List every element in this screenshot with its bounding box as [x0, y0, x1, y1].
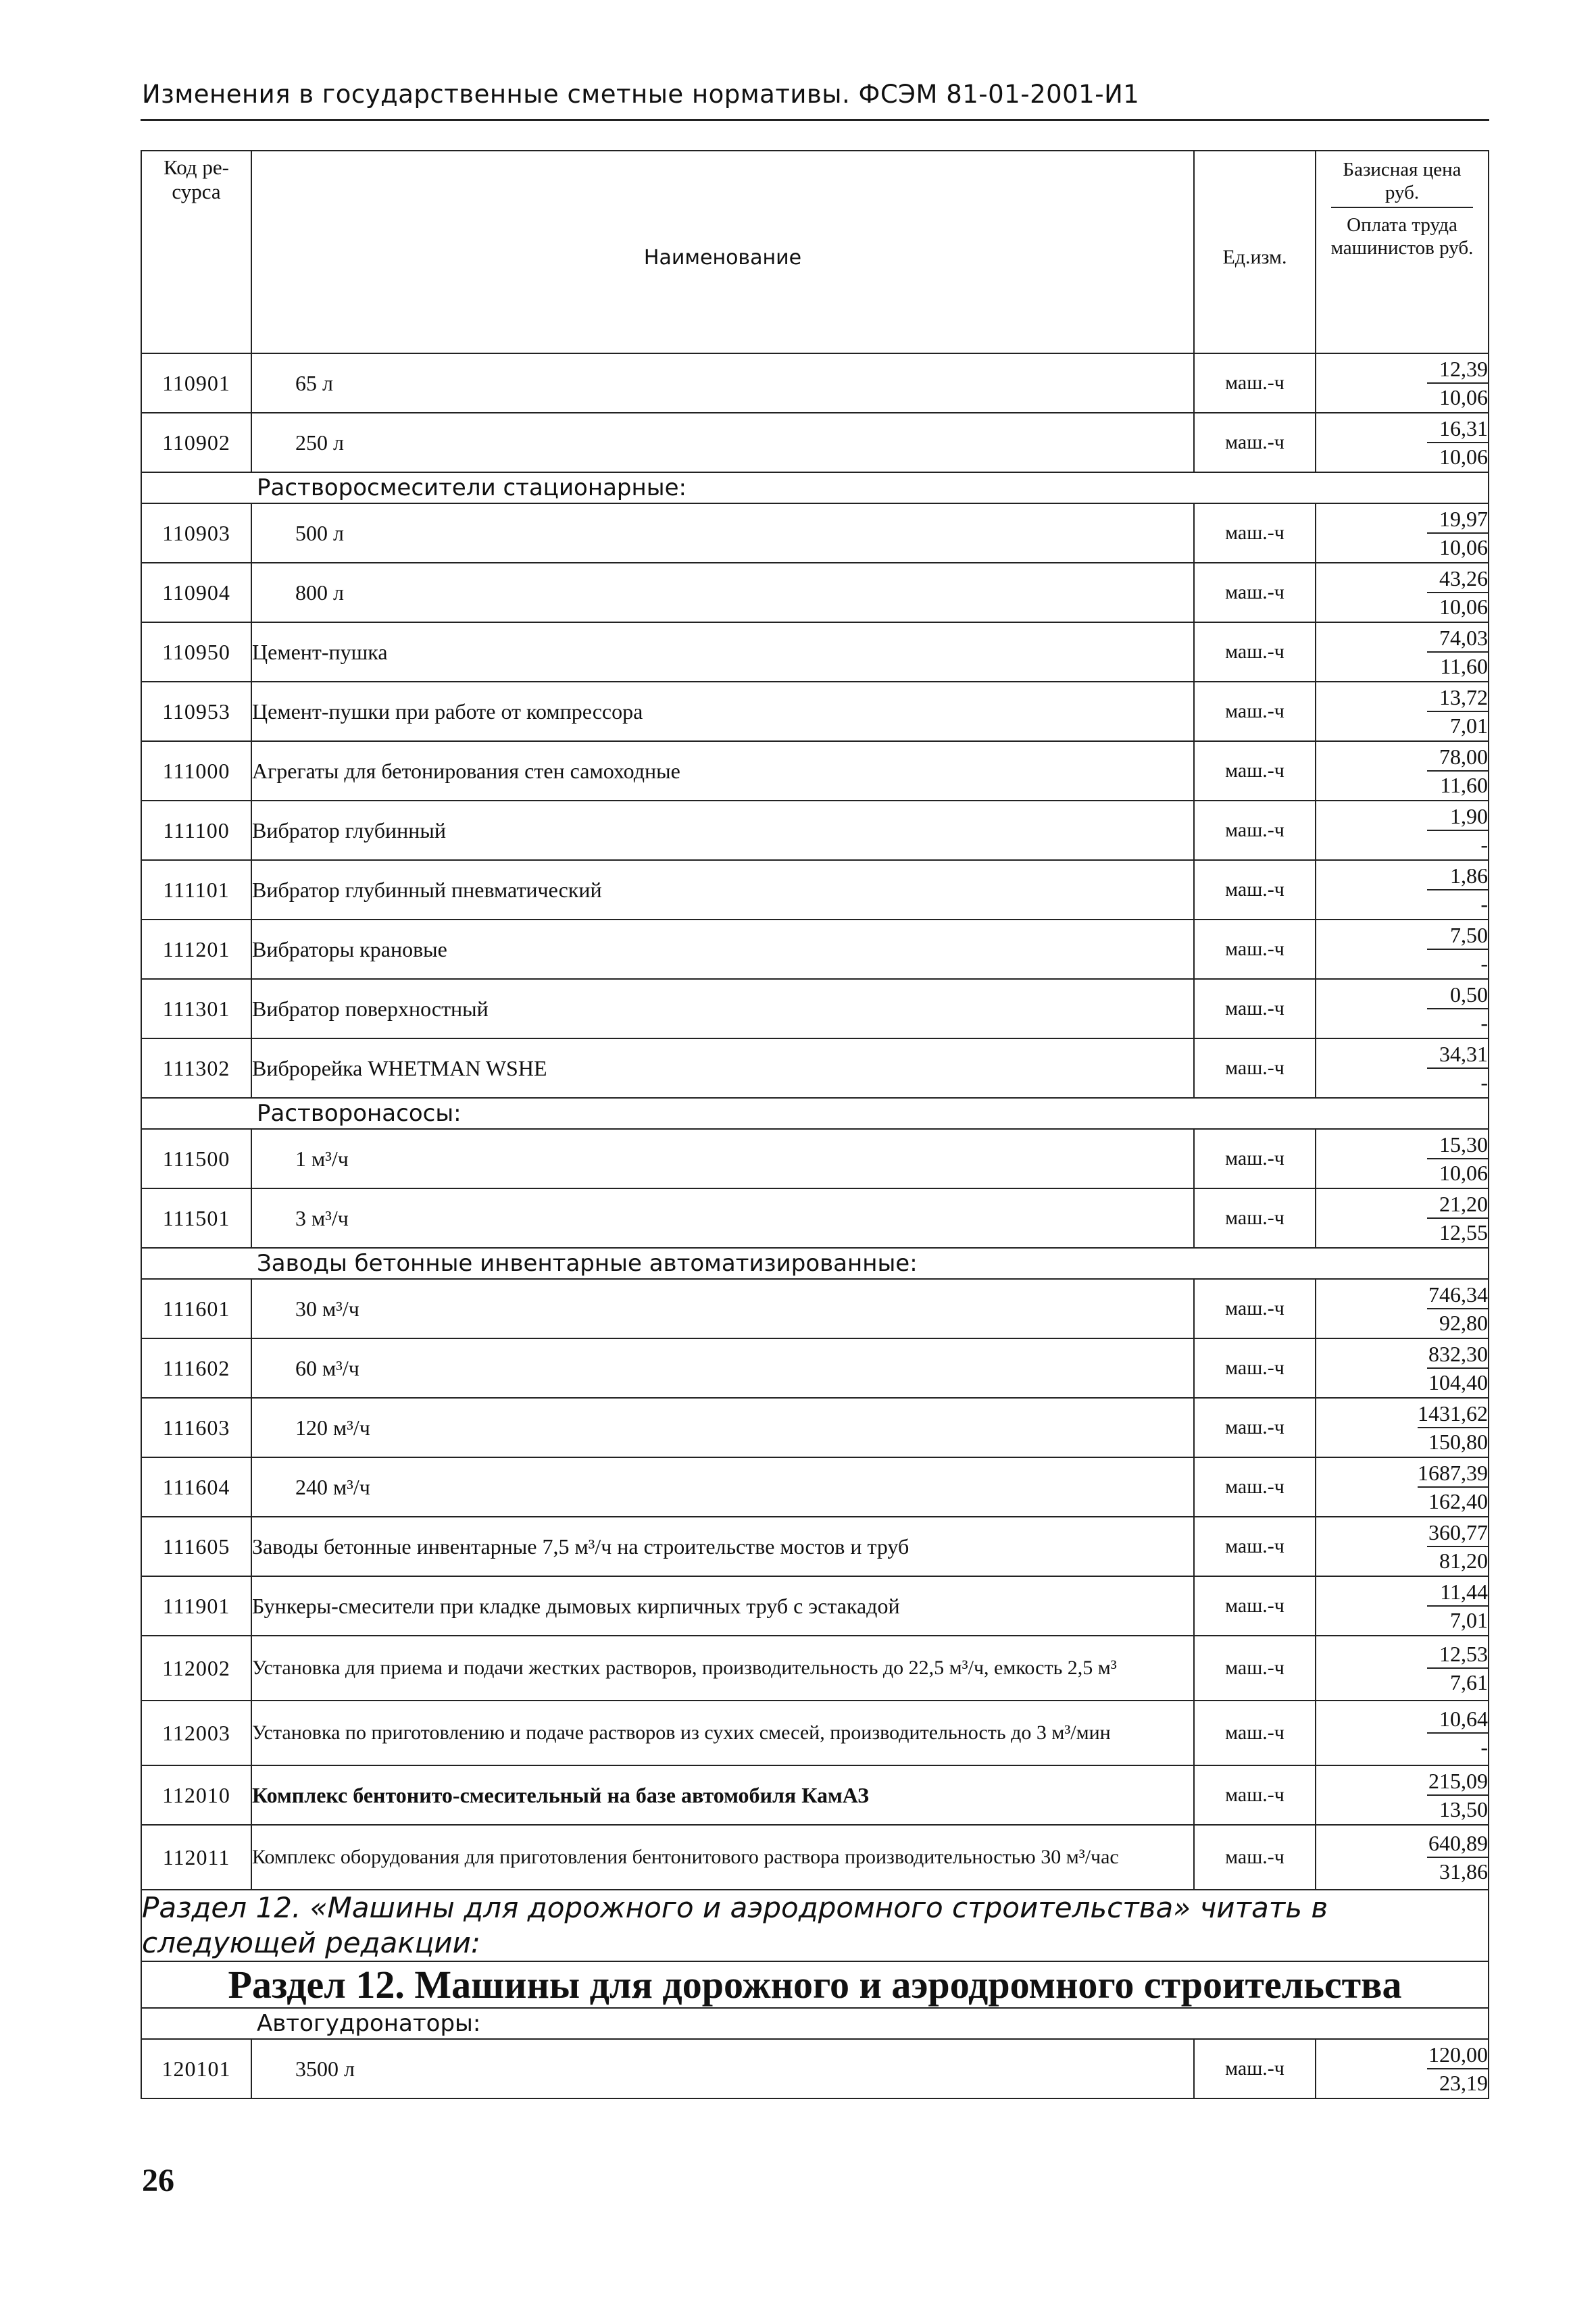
base-price: 78,00: [1427, 743, 1488, 772]
base-price: 120,00: [1427, 2041, 1488, 2069]
price-cell: [1316, 1576, 1489, 1636]
resource-code: 111101: [141, 860, 251, 920]
price-cell: [1316, 1765, 1489, 1825]
labor-cost: 11,60: [1440, 773, 1488, 797]
unit-cell: маш.-ч: [1194, 563, 1316, 622]
unit-cell: маш.-ч: [1194, 622, 1316, 682]
table-row: [141, 1576, 1489, 1636]
resource-code: 110903: [141, 503, 251, 563]
base-price: 15,30: [1427, 1131, 1488, 1159]
resource-name: 240 м³/ч: [251, 1457, 1194, 1517]
resource-code: 111500: [141, 1129, 251, 1188]
price-cell: [1316, 1825, 1489, 1890]
table-row: [141, 1457, 1489, 1517]
labor-cost: 162,40: [1428, 1489, 1488, 1513]
unit-cell: маш.-ч: [1194, 920, 1316, 979]
table-row: [141, 1825, 1489, 1890]
resource-name: Цемент-пушки при работе от компрессора: [251, 682, 1194, 741]
group-row: [141, 2008, 1489, 2039]
resource-code: 111301: [141, 979, 251, 1038]
header-rule: [141, 119, 1489, 121]
price-cell: [1316, 563, 1489, 622]
header-name: Наименование: [251, 151, 1194, 353]
unit-cell: маш.-ч: [1194, 413, 1316, 472]
resource-code: 111603: [141, 1398, 251, 1457]
price-cell: [1316, 741, 1489, 801]
resource-name: Заводы бетонные инвентарные 7,5 м³/ч на строительстве мостов и труб: [251, 1517, 1194, 1576]
labor-cost: 11,60: [1440, 654, 1488, 678]
price-cell: [1316, 353, 1489, 413]
labor-cost: -: [1480, 1735, 1488, 1759]
labor-cost: 104,40: [1428, 1370, 1488, 1394]
table-row: [141, 1188, 1489, 1248]
resource-name: 30 м³/ч: [251, 1279, 1194, 1338]
resource-name: Комплекс оборудования для приготовления бентонитового раствора производительностью 30 м³/час: [251, 1825, 1194, 1890]
resource-code: 111604: [141, 1457, 251, 1517]
unit-cell: маш.-ч: [1194, 1038, 1316, 1098]
labor-cost: -: [1480, 951, 1488, 976]
price-cell: [1316, 1517, 1489, 1576]
resource-code: 110904: [141, 563, 251, 622]
resource-table: [141, 150, 1489, 2099]
price-cell: [1316, 920, 1489, 979]
table-row: [141, 353, 1489, 413]
table-row: [141, 1398, 1489, 1457]
table-row: [141, 2039, 1489, 2098]
resource-code: 111602: [141, 1338, 251, 1398]
price-cell: [1316, 682, 1489, 741]
unit-cell: маш.-ч: [1194, 801, 1316, 860]
table-row: [141, 622, 1489, 682]
labor-cost: 12,55: [1439, 1220, 1488, 1244]
resource-name: Вибратор глубинный: [251, 801, 1194, 860]
resource-name: Бункеры-смесители при кладке дымовых кирпичных труб с эстакадой: [251, 1576, 1194, 1636]
resource-code: 110901: [141, 353, 251, 413]
table-row: [141, 801, 1489, 860]
table-row: [141, 741, 1489, 801]
resource-code: 111605: [141, 1517, 251, 1576]
base-price: 0,50: [1427, 981, 1488, 1009]
table-row: [141, 1279, 1489, 1338]
labor-cost: 10,06: [1439, 1161, 1488, 1185]
labor-cost: 150,80: [1428, 1430, 1488, 1454]
unit-cell: маш.-ч: [1194, 503, 1316, 563]
resource-name: Установка по приготовлению и подаче растворов из сухих смесей, производительность до 3 м³/мин: [251, 1701, 1194, 1765]
resource-name: 250 л: [251, 413, 1194, 472]
header-unit: Ед.изм.: [1194, 151, 1316, 353]
resource-name: 500 л: [251, 503, 1194, 563]
labor-cost: -: [1480, 1011, 1488, 1035]
base-price: 10,64: [1427, 1705, 1488, 1734]
price-cell: [1316, 1188, 1489, 1248]
base-price: 640,89: [1427, 1830, 1488, 1858]
resource-code: 111601: [141, 1279, 251, 1338]
unit-cell: маш.-ч: [1194, 682, 1316, 741]
unit-cell: маш.-ч: [1194, 353, 1316, 413]
table-row: [141, 1038, 1489, 1098]
group-label: Автогудронаторы:: [141, 2008, 1489, 2039]
section-title: Раздел 12. Машины для дорожного и аэродромного строительства: [141, 1961, 1489, 2008]
base-price: 1431,62: [1418, 1400, 1488, 1428]
unit-cell: маш.-ч: [1194, 1398, 1316, 1457]
table-row: [141, 1765, 1489, 1825]
resource-code: 111901: [141, 1576, 251, 1636]
unit-cell: маш.-ч: [1194, 1338, 1316, 1398]
unit-cell: маш.-ч: [1194, 741, 1316, 801]
header-price-labor: Оплата труда машинистов руб.: [1330, 214, 1474, 259]
price-cell: [1316, 979, 1489, 1038]
base-price: 746,34: [1427, 1281, 1488, 1309]
resource-name: 3500 л: [251, 2039, 1194, 2098]
header-price-base: Базисная цена руб.: [1343, 159, 1462, 203]
resource-code: 112010: [141, 1765, 251, 1825]
section-title-row: [141, 1961, 1489, 2008]
price-cell: [1316, 1129, 1489, 1188]
unit-cell: маш.-ч: [1194, 1188, 1316, 1248]
resource-name: 65 л: [251, 353, 1194, 413]
price-cell: [1316, 1457, 1489, 1517]
price-cell: [1316, 503, 1489, 563]
labor-cost: 7,61: [1450, 1670, 1488, 1694]
group-row: [141, 1248, 1489, 1279]
unit-cell: маш.-ч: [1194, 2039, 1316, 2098]
table-row: [141, 682, 1489, 741]
price-cell: [1316, 413, 1489, 472]
table-row: [141, 1636, 1489, 1701]
table-row: [141, 860, 1489, 920]
resource-name: Агрегаты для бетонирования стен самоходные: [251, 741, 1194, 801]
unit-cell: маш.-ч: [1194, 1825, 1316, 1890]
labor-cost: 23,19: [1439, 2071, 1488, 2095]
labor-cost: 10,06: [1439, 535, 1488, 559]
group-label: Растворонасосы:: [141, 1098, 1489, 1129]
group-label: Заводы бетонные инвентарные автоматизированные:: [141, 1248, 1489, 1279]
resource-name: 1 м³/ч: [251, 1129, 1194, 1188]
labor-cost: -: [1480, 832, 1488, 857]
base-price: 832,30: [1427, 1340, 1488, 1369]
base-price: 360,77: [1427, 1519, 1488, 1547]
unit-cell: маш.-ч: [1194, 1279, 1316, 1338]
base-price: 13,72: [1427, 684, 1488, 712]
resource-name: Вибраторы крановые: [251, 920, 1194, 979]
resource-code: 112003: [141, 1701, 251, 1765]
header-code: [141, 151, 251, 353]
labor-cost: -: [1480, 892, 1488, 916]
resource-name: 800 л: [251, 563, 1194, 622]
header-price-rule: [1331, 207, 1473, 208]
base-price: 12,39: [1427, 355, 1488, 384]
section-note: Раздел 12. «Машины для дорожного и аэродромного строительства» читать в следующей редакции:: [141, 1890, 1489, 1961]
price-cell: [1316, 1038, 1489, 1098]
table-row: [141, 920, 1489, 979]
table-header-row: [141, 151, 1489, 353]
resource-code: 111100: [141, 801, 251, 860]
labor-cost: -: [1480, 1070, 1488, 1095]
table-row: [141, 1129, 1489, 1188]
group-row: [141, 472, 1489, 503]
base-price: 12,53: [1427, 1640, 1488, 1669]
labor-cost: 7,01: [1450, 1608, 1488, 1632]
resource-name: 60 м³/ч: [251, 1338, 1194, 1398]
base-price: 21,20: [1427, 1190, 1488, 1219]
price-cell: [1316, 1701, 1489, 1765]
base-price: 74,03: [1427, 624, 1488, 653]
labor-cost: 10,06: [1439, 385, 1488, 409]
base-price: 1,90: [1427, 803, 1488, 831]
table-row: [141, 563, 1489, 622]
header-price: [1316, 151, 1489, 353]
base-price: 7,50: [1427, 922, 1488, 950]
base-price: 16,31: [1427, 415, 1488, 443]
resource-code: 110950: [141, 622, 251, 682]
price-cell: [1316, 622, 1489, 682]
base-price: 34,31: [1427, 1040, 1488, 1069]
resource-code: 112011: [141, 1825, 251, 1890]
unit-cell: маш.-ч: [1194, 979, 1316, 1038]
resource-name: 3 м³/ч: [251, 1188, 1194, 1248]
unit-cell: маш.-ч: [1194, 1701, 1316, 1765]
page-number: 26: [142, 2163, 174, 2198]
unit-cell: маш.-ч: [1194, 1576, 1316, 1636]
unit-cell: маш.-ч: [1194, 1129, 1316, 1188]
labor-cost: 13,50: [1439, 1797, 1488, 1821]
resource-name: Комплекс бентонито-смесительный на базе автомобиля КамАЗ: [251, 1765, 1194, 1825]
resource-code: 111201: [141, 920, 251, 979]
base-price: 1687,39: [1418, 1459, 1488, 1488]
resource-code: 110953: [141, 682, 251, 741]
labor-cost: 7,01: [1450, 713, 1488, 738]
labor-cost: 81,20: [1439, 1549, 1488, 1573]
price-cell: [1316, 1279, 1489, 1338]
labor-cost: 10,06: [1439, 445, 1488, 469]
resource-name: Установка для приема и подачи жестких растворов, производительность до 22,5 м³/ч, емкость 2,5 м³: [251, 1636, 1194, 1701]
resource-name: Вибратор глубинный пневматический: [251, 860, 1194, 920]
table-row: [141, 413, 1489, 472]
unit-cell: маш.-ч: [1194, 1457, 1316, 1517]
resource-code: 111501: [141, 1188, 251, 1248]
price-cell: [1316, 801, 1489, 860]
price-cell: [1316, 1338, 1489, 1398]
table-row: [141, 1338, 1489, 1398]
group-row: [141, 1098, 1489, 1129]
price-cell: [1316, 1636, 1489, 1701]
resource-name: 120 м³/ч: [251, 1398, 1194, 1457]
unit-cell: маш.-ч: [1194, 860, 1316, 920]
resource-name: Виброрейка WHETMAN WSHE: [251, 1038, 1194, 1098]
resource-name: Вибратор поверхностный: [251, 979, 1194, 1038]
base-price: 1,86: [1427, 862, 1488, 890]
unit-cell: маш.-ч: [1194, 1517, 1316, 1576]
table-row: [141, 1701, 1489, 1765]
resource-code: 111000: [141, 741, 251, 801]
page-header: Изменения в государственные сметные нормативы. ФСЭМ 81-01-2001-И1: [142, 80, 1140, 109]
labor-cost: 31,86: [1439, 1859, 1488, 1884]
unit-cell: маш.-ч: [1194, 1765, 1316, 1825]
header-code-label: Код ре- сурса: [164, 155, 229, 203]
price-cell: [1316, 860, 1489, 920]
group-label: Растворосмесители стационарные:: [141, 472, 1489, 503]
resource-code: 120101: [141, 2039, 251, 2098]
base-price: 19,97: [1427, 505, 1488, 534]
labor-cost: 92,80: [1439, 1311, 1488, 1335]
table-row: [141, 503, 1489, 563]
section-note-row: [141, 1890, 1489, 1961]
base-price: 11,44: [1427, 1578, 1488, 1607]
resource-code: 112002: [141, 1636, 251, 1701]
resource-name: Цемент-пушка: [251, 622, 1194, 682]
table-row: [141, 979, 1489, 1038]
labor-cost: 10,06: [1439, 595, 1488, 619]
price-cell: [1316, 1398, 1489, 1457]
unit-cell: маш.-ч: [1194, 1636, 1316, 1701]
resource-code: 111302: [141, 1038, 251, 1098]
price-cell: [1316, 2039, 1489, 2098]
resource-code: 110902: [141, 413, 251, 472]
base-price: 43,26: [1427, 565, 1488, 593]
table-row: [141, 1517, 1489, 1576]
base-price: 215,09: [1427, 1767, 1488, 1796]
